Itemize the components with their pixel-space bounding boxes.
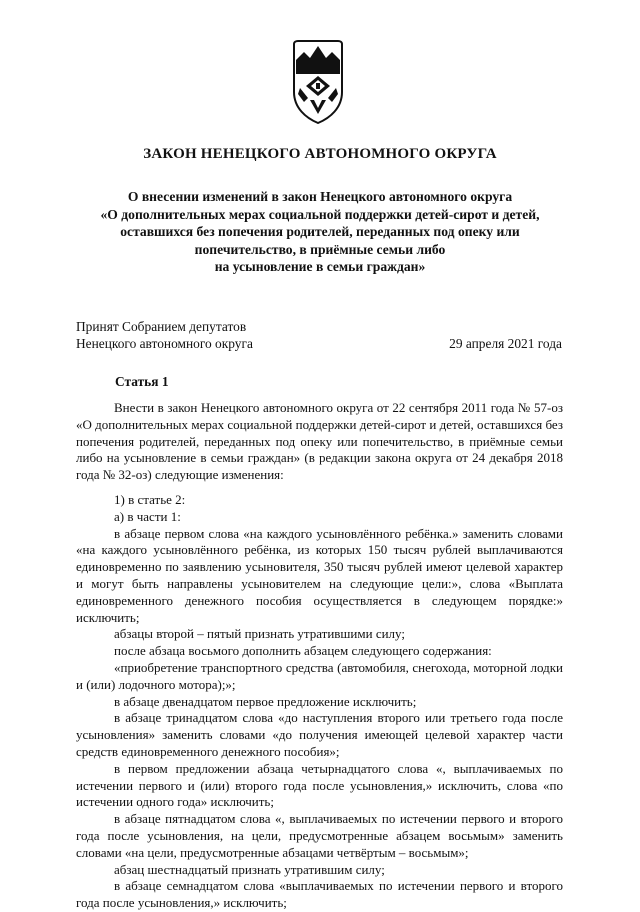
paragraph: Внести в закон Ненецкого автономного округа от 22 сентября 2011 года № 57-оз «О дополнительных мерах социальной поддержки детей-сирот и детей, оставшихся без попечения родителей, переданных под опеку или попечительство, в приёмные семьи либо на усыновление в семьи граждан» (в редакции закона округа от 24 декабря 2018 года № 32-оз) следующие изменения: bbox=[76, 400, 563, 483]
law-subject-title bbox=[60, 188, 580, 276]
paragraph: в абзаце тринадцатом слова «до наступления второго или третьего года после усыновления» заменить словами «до получения имеющей целевой характер части средств единовременного денежного пособия»; bbox=[76, 710, 563, 759]
paragraph: в абзаце пятнадцатом слова «, выплачиваемых по истечении первого и второго года после усыновления, на цели, предусмотренные абзацем восьмым» заменить словами «на цели, предусмотренные абзацами четвёртым – восьмым»; bbox=[76, 811, 563, 860]
adoption-line: Ненецкого автономного округа bbox=[76, 336, 253, 351]
paragraph: «приобретение транспортного средства (автомобиля, снегохода, моторной лодки и (или) лодочного мотора);»; bbox=[76, 659, 563, 692]
paragraph: в первом предложении абзаца четырнадцатого слова «, выплачиваемых по истечении первого и (или) второго года после усыновления,» исключить, слова «по истечении одного года» исключить; bbox=[76, 760, 563, 810]
subject-line: О внесении изменений в закон Ненецкого автономного округа bbox=[127, 189, 513, 204]
article-heading: Статья 1 bbox=[115, 374, 169, 389]
paragraph: после абзаца восьмого дополнить абзацем следующего содержания: bbox=[114, 643, 492, 659]
paragraph: абзац шестнадцатый признать утратившим силу; bbox=[114, 861, 385, 877]
law-title: ЗАКОН НЕНЕЦКОГО АВТОНОМНОГО ОКРУГА bbox=[143, 146, 497, 162]
paragraph: а) в части 1: bbox=[114, 508, 181, 524]
paragraph: в абзаце первом слова «на каждого усыновлённого ребёнка.» заменить словами «на каждого усыновлённого ребёнка, из которых 150 тысяч рублей выплачиваются единовременно по заявлению усыновителя, 350 тысяч рублей имеют целевой характер и могут быть направлены усыновителем на следующие цели:», слова «Выплата единовременного денежного пособия осуществляется в следующем порядке:» исключить; bbox=[76, 525, 563, 625]
subject-line: «О дополнительных мерах социальной поддержки детей-сирот и детей, bbox=[100, 206, 540, 222]
paragraph: в абзаце двенадцатом первое предложение исключить; bbox=[114, 693, 417, 709]
subject-line: на усыновление в семьи граждан» bbox=[214, 259, 426, 274]
adoption-statement bbox=[76, 318, 253, 352]
paragraph: 1) в статье 2: bbox=[114, 491, 186, 507]
coat-of-arms-emblem bbox=[290, 40, 346, 124]
paragraph: в абзаце семнадцатом слова «выплачиваемых по истечении первого и второго года после усыновления,» исключить; bbox=[76, 878, 563, 911]
adoption-date: 29 апреля 2021 года bbox=[449, 336, 562, 351]
adoption-line: Принят Собранием депутатов bbox=[76, 319, 247, 334]
subject-line: оставшихся без попечения родителей, переданных под опеку или bbox=[120, 224, 520, 239]
paragraph: абзацы второй – пятый признать утратившими силу; bbox=[114, 626, 405, 642]
subject-line: попечительство, в приёмные семьи либо bbox=[194, 241, 446, 257]
article-body bbox=[76, 400, 563, 912]
